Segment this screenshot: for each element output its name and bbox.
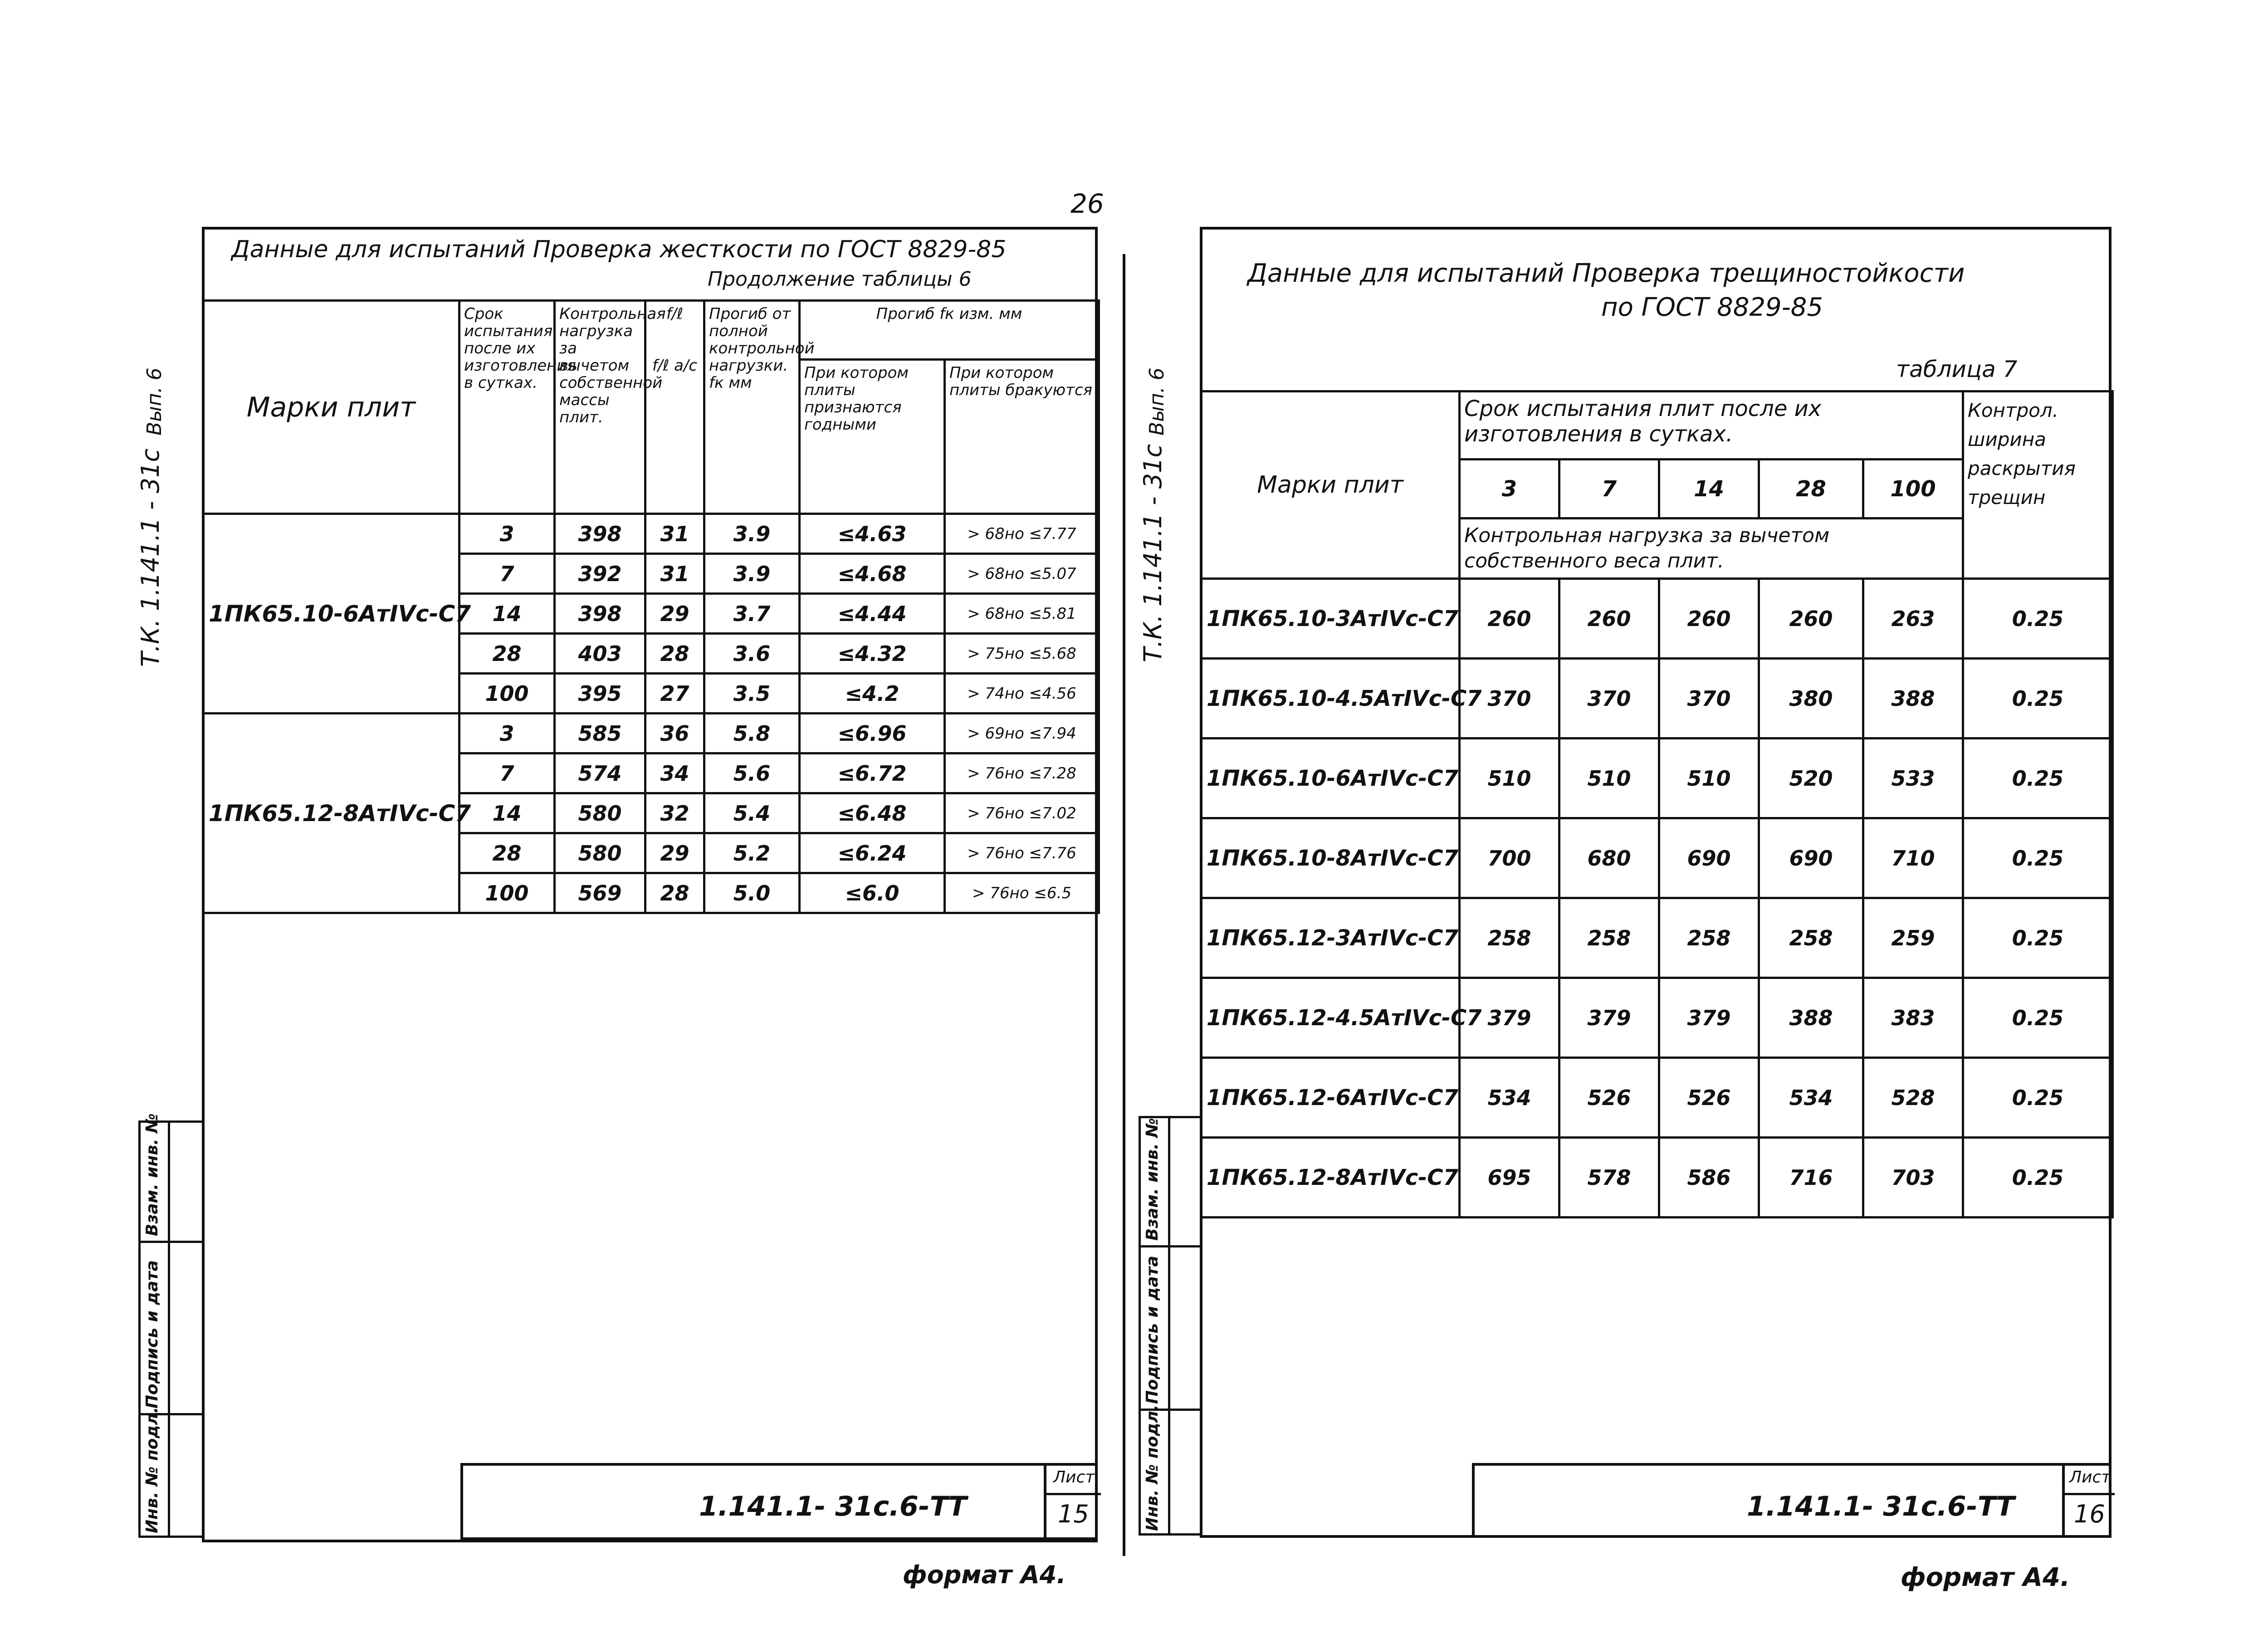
control-load: 574	[555, 753, 645, 793]
right-side-box	[1139, 1116, 1202, 1536]
day-column-header: 100	[1863, 460, 1963, 519]
left-side-code: Т.К. 1.141.1 - 31с	[136, 448, 165, 667]
load-value: 534	[1460, 1058, 1559, 1138]
table-row	[203, 714, 1099, 753]
left-side-box-label-1: Взам. инв. №	[143, 1113, 161, 1236]
fit-limit: ≤4.63	[800, 514, 945, 554]
control-load: 585	[555, 714, 645, 753]
right-header-load	[1460, 519, 1963, 579]
left-side-box	[138, 1113, 204, 1538]
right-title-line1: Данные для испытаний Проверка трещиностойкости	[1247, 259, 1965, 288]
left-side-box-div1	[141, 1241, 204, 1243]
control-load: 403	[555, 634, 645, 674]
table-row	[1201, 978, 2113, 1058]
crack-width: 0.25	[1963, 898, 2113, 978]
left-header-fit	[800, 360, 945, 514]
left-stamp-sheet-box	[1044, 1466, 1098, 1538]
load-value: 578	[1559, 1138, 1659, 1218]
test-days: 3	[459, 714, 555, 753]
control-load: 392	[555, 554, 645, 594]
load-value: 379	[1559, 978, 1659, 1058]
left-stamp-sheet-label: Лист	[1053, 1468, 1095, 1487]
plate-mark: 1ПК65.12-6АтIVс-С7	[1201, 1058, 1460, 1138]
plate-mark: 1ПК65.10-8АтIVс-С7	[1201, 818, 1460, 898]
table-row	[1201, 1058, 2113, 1138]
unfit-limit: > 76но ≤7.76	[945, 833, 1099, 873]
ratio: 32	[645, 793, 704, 833]
deflection: 3.9	[704, 514, 800, 554]
left-stamp	[460, 1463, 1098, 1540]
ratio: 29	[645, 594, 704, 634]
right-side-box-div1	[1141, 1245, 1202, 1247]
crack-width: 0.25	[1963, 978, 2113, 1058]
crack-width: 0.25	[1963, 659, 2113, 739]
crack-width: 0.25	[1963, 818, 2113, 898]
ratio: 31	[645, 554, 704, 594]
left-header-marks	[203, 301, 459, 514]
unfit-limit: > 69но ≤7.94	[945, 714, 1099, 753]
right-side-box-label-2: Подпись и дата	[1143, 1256, 1162, 1404]
load-value: 388	[1863, 659, 1963, 739]
right-header-load-text: Контрольная нагрузка за вычетом собственного веса плит.	[1464, 524, 1830, 572]
right-stamp	[1472, 1463, 2112, 1538]
plate-mark: 1ПК65.12-8АтIVс-С7	[1201, 1138, 1460, 1218]
right-side-code: Т.К. 1.141.1 - 31с	[1139, 444, 1167, 662]
left-header-unfit	[945, 360, 1099, 514]
fit-limit: ≤6.96	[800, 714, 945, 753]
unfit-limit: > 74но ≤4.56	[945, 674, 1099, 714]
deflection: 5.6	[704, 753, 800, 793]
left-header-period	[459, 301, 576, 514]
left-side-box-mid	[168, 1123, 170, 1538]
right-table-label: таблица 7	[1896, 356, 2018, 382]
left-format: формат А4.	[903, 1561, 1066, 1589]
day-column-header: 3	[1460, 460, 1559, 519]
right-stamp-sheet-label: Лист	[2069, 1468, 2111, 1487]
right-stamp-code: 1.141.1- 31с.6-ТТ	[1747, 1491, 2015, 1522]
load-value: 700	[1460, 818, 1559, 898]
left-header-period-text: Срок испытания после их изготовления в сутках.	[464, 305, 576, 392]
left-header-fit-text: При котором плиты признаются годными	[804, 364, 909, 434]
control-load: 580	[555, 833, 645, 873]
fit-limit: ≤4.32	[800, 634, 945, 674]
test-days: 100	[459, 873, 555, 913]
ratio: 31	[645, 514, 704, 554]
plate-mark: 1ПК65.10-6АтIVс-С7	[1201, 739, 1460, 818]
ratio: 28	[645, 634, 704, 674]
load-value: 703	[1863, 1138, 1963, 1218]
left-header-ratio-bottom: f/ℓ a/c	[652, 357, 698, 375]
table-row	[1201, 739, 2113, 818]
load-value: 383	[1863, 978, 1963, 1058]
left-stamp-sheet-number: 15	[1058, 1500, 1089, 1528]
load-value: 695	[1460, 1138, 1559, 1218]
table-row	[1201, 659, 2113, 739]
left-side-issue: Вып. 6	[143, 367, 166, 435]
fit-limit: ≤4.68	[800, 554, 945, 594]
load-value: 258	[1659, 898, 1759, 978]
right-header-period	[1460, 391, 1963, 460]
crack-width: 0.25	[1963, 739, 2113, 818]
test-days: 14	[459, 793, 555, 833]
load-value: 379	[1659, 978, 1759, 1058]
unfit-limit: > 75но ≤5.68	[945, 634, 1099, 674]
load-value: 520	[1759, 739, 1863, 818]
ratio: 34	[645, 753, 704, 793]
test-days: 100	[459, 674, 555, 714]
load-value: 259	[1863, 898, 1963, 978]
table-row	[1201, 1138, 2113, 1218]
load-value: 260	[1460, 579, 1559, 659]
unfit-limit: > 68но ≤7.77	[945, 514, 1099, 554]
load-value: 526	[1659, 1058, 1759, 1138]
right-table	[1200, 390, 2114, 1218]
load-value: 260	[1659, 579, 1759, 659]
right-stamp-sheet-rule	[2065, 1493, 2115, 1495]
right-header-crack-text: Контрол. ширина раскрытия трещин	[1968, 399, 2076, 509]
plate-mark: 1ПК65.12-4.5АтIVс-С7	[1201, 978, 1460, 1058]
load-value: 690	[1759, 818, 1863, 898]
load-value: 370	[1559, 659, 1659, 739]
day-column-header: 28	[1759, 460, 1863, 519]
fit-limit: ≤6.24	[800, 833, 945, 873]
left-table	[202, 299, 1100, 914]
right-header-period-text: Срок испытания плит после их изготовления в сутках.	[1464, 396, 1822, 447]
left-header-ratio-top: f/ℓ	[666, 305, 684, 323]
plate-mark: 1ПК65.10-4.5АтIVс-С7	[1201, 659, 1460, 739]
right-side-box-label-3: Инв. № подл.	[1143, 1404, 1162, 1531]
right-side-box-label-1: Взам. инв. №	[1143, 1118, 1162, 1241]
right-format: формат А4.	[1901, 1563, 2070, 1592]
deflection: 3.9	[704, 554, 800, 594]
unfit-limit: > 68но ≤5.81	[945, 594, 1099, 634]
test-days: 28	[459, 833, 555, 873]
ratio: 28	[645, 873, 704, 913]
left-stamp-sheet-rule	[1046, 1493, 1101, 1495]
control-load: 398	[555, 594, 645, 634]
fit-limit: ≤4.44	[800, 594, 945, 634]
table-row	[1201, 818, 2113, 898]
load-value: 263	[1863, 579, 1963, 659]
load-value: 680	[1559, 818, 1659, 898]
table-row	[1201, 898, 2113, 978]
table-row	[203, 514, 1099, 554]
left-header-deflection-group	[800, 301, 1099, 360]
load-value: 528	[1863, 1058, 1963, 1138]
left-header-marks-text: Марки плит	[246, 391, 416, 423]
load-value: 258	[1759, 898, 1863, 978]
crack-width: 0.25	[1963, 579, 2113, 659]
load-value: 533	[1863, 739, 1963, 818]
left-header-deflection-group-text: Прогиб fк изм. мм	[876, 305, 1022, 323]
deflection: 5.2	[704, 833, 800, 873]
left-header-deflection	[704, 301, 815, 514]
table-row	[1201, 579, 2113, 659]
load-value: 510	[1460, 739, 1559, 818]
test-days: 28	[459, 634, 555, 674]
control-load: 580	[555, 793, 645, 833]
ratio: 29	[645, 833, 704, 873]
fit-limit: ≤6.0	[800, 873, 945, 913]
day-column-header: 7	[1559, 460, 1659, 519]
unfit-limit: > 68но ≤5.07	[945, 554, 1099, 594]
test-days: 7	[459, 753, 555, 793]
load-value: 690	[1659, 818, 1759, 898]
unfit-limit: > 76но ≤6.5	[945, 873, 1099, 913]
left-header-unfit-text: При котором плиты бракуются	[949, 364, 1093, 399]
fit-limit: ≤4.2	[800, 674, 945, 714]
page-number: 26	[1070, 188, 1104, 219]
test-days: 14	[459, 594, 555, 634]
left-side-box-label-2: Подпись и дата	[143, 1260, 161, 1409]
left-header-load-text: Контрольная нагрузка за вычетом собственной массы плит.	[559, 305, 666, 426]
fit-limit: ≤6.72	[800, 753, 945, 793]
load-value: 260	[1759, 579, 1863, 659]
control-load: 395	[555, 674, 645, 714]
left-header-deflection-text: Прогиб от полной контрольной нагрузки. fк мм	[709, 305, 815, 392]
deflection: 5.0	[704, 873, 800, 913]
load-value: 380	[1759, 659, 1863, 739]
load-value: 388	[1759, 978, 1863, 1058]
right-header-marks-text: Марки плит	[1257, 471, 1403, 499]
plate-mark: 1ПК65.12-3АтIVс-С7	[1201, 898, 1460, 978]
plate-mark: 1ПК65.10-3АтIVс-С7	[1201, 579, 1460, 659]
left-title: Данные для испытаний Проверка жесткости по ГОСТ 8829-85	[231, 236, 1007, 263]
ratio: 27	[645, 674, 704, 714]
load-value: 370	[1460, 659, 1559, 739]
plate-mark: 1ПК65.12-8АтIVс-С7	[203, 714, 459, 913]
load-value: 534	[1759, 1058, 1863, 1138]
plate-mark: 1ПК65.10-6АтIVс-С7	[203, 514, 459, 714]
right-header-crack	[1963, 391, 2113, 579]
right-title-line2: по ГОСТ 8829-85	[1601, 293, 1823, 322]
left-stamp-code: 1.141.1- 31с.6-ТТ	[699, 1491, 967, 1522]
deflection: 5.4	[704, 793, 800, 833]
left-header-load	[555, 301, 666, 514]
load-value: 258	[1460, 898, 1559, 978]
center-divider	[1123, 254, 1125, 1556]
right-header-marks	[1201, 391, 1460, 579]
deflection: 5.8	[704, 714, 800, 753]
fit-limit: ≤6.48	[800, 793, 945, 833]
test-days: 7	[459, 554, 555, 594]
load-value: 370	[1659, 659, 1759, 739]
right-stamp-sheet-box	[2062, 1466, 2112, 1536]
crack-width: 0.25	[1963, 1058, 2113, 1138]
right-stamp-sheet-number: 16	[2074, 1500, 2105, 1528]
deflection: 3.7	[704, 594, 800, 634]
load-value: 586	[1659, 1138, 1759, 1218]
unfit-limit: > 76но ≤7.02	[945, 793, 1099, 833]
load-value: 260	[1559, 579, 1659, 659]
left-subtitle: Продолжение таблицы 6	[708, 268, 972, 291]
test-days: 3	[459, 514, 555, 554]
load-value: 510	[1659, 739, 1759, 818]
load-value: 258	[1559, 898, 1659, 978]
load-value: 710	[1863, 818, 1963, 898]
unfit-limit: > 76но ≤7.28	[945, 753, 1099, 793]
deflection: 3.5	[704, 674, 800, 714]
day-column-header: 14	[1659, 460, 1759, 519]
ratio: 36	[645, 714, 704, 753]
control-load: 569	[555, 873, 645, 913]
left-side-box-label-3: Инв. № подл.	[143, 1407, 161, 1533]
deflection: 3.6	[704, 634, 800, 674]
load-value: 716	[1759, 1138, 1863, 1218]
right-side-issue: Вып. 6	[1145, 367, 1168, 435]
control-load: 398	[555, 514, 645, 554]
load-value: 510	[1559, 739, 1659, 818]
crack-width: 0.25	[1963, 1138, 2113, 1218]
load-value: 379	[1460, 978, 1559, 1058]
right-side-box-mid	[1168, 1118, 1170, 1536]
load-value: 526	[1559, 1058, 1659, 1138]
left-header-ratio	[645, 301, 704, 514]
